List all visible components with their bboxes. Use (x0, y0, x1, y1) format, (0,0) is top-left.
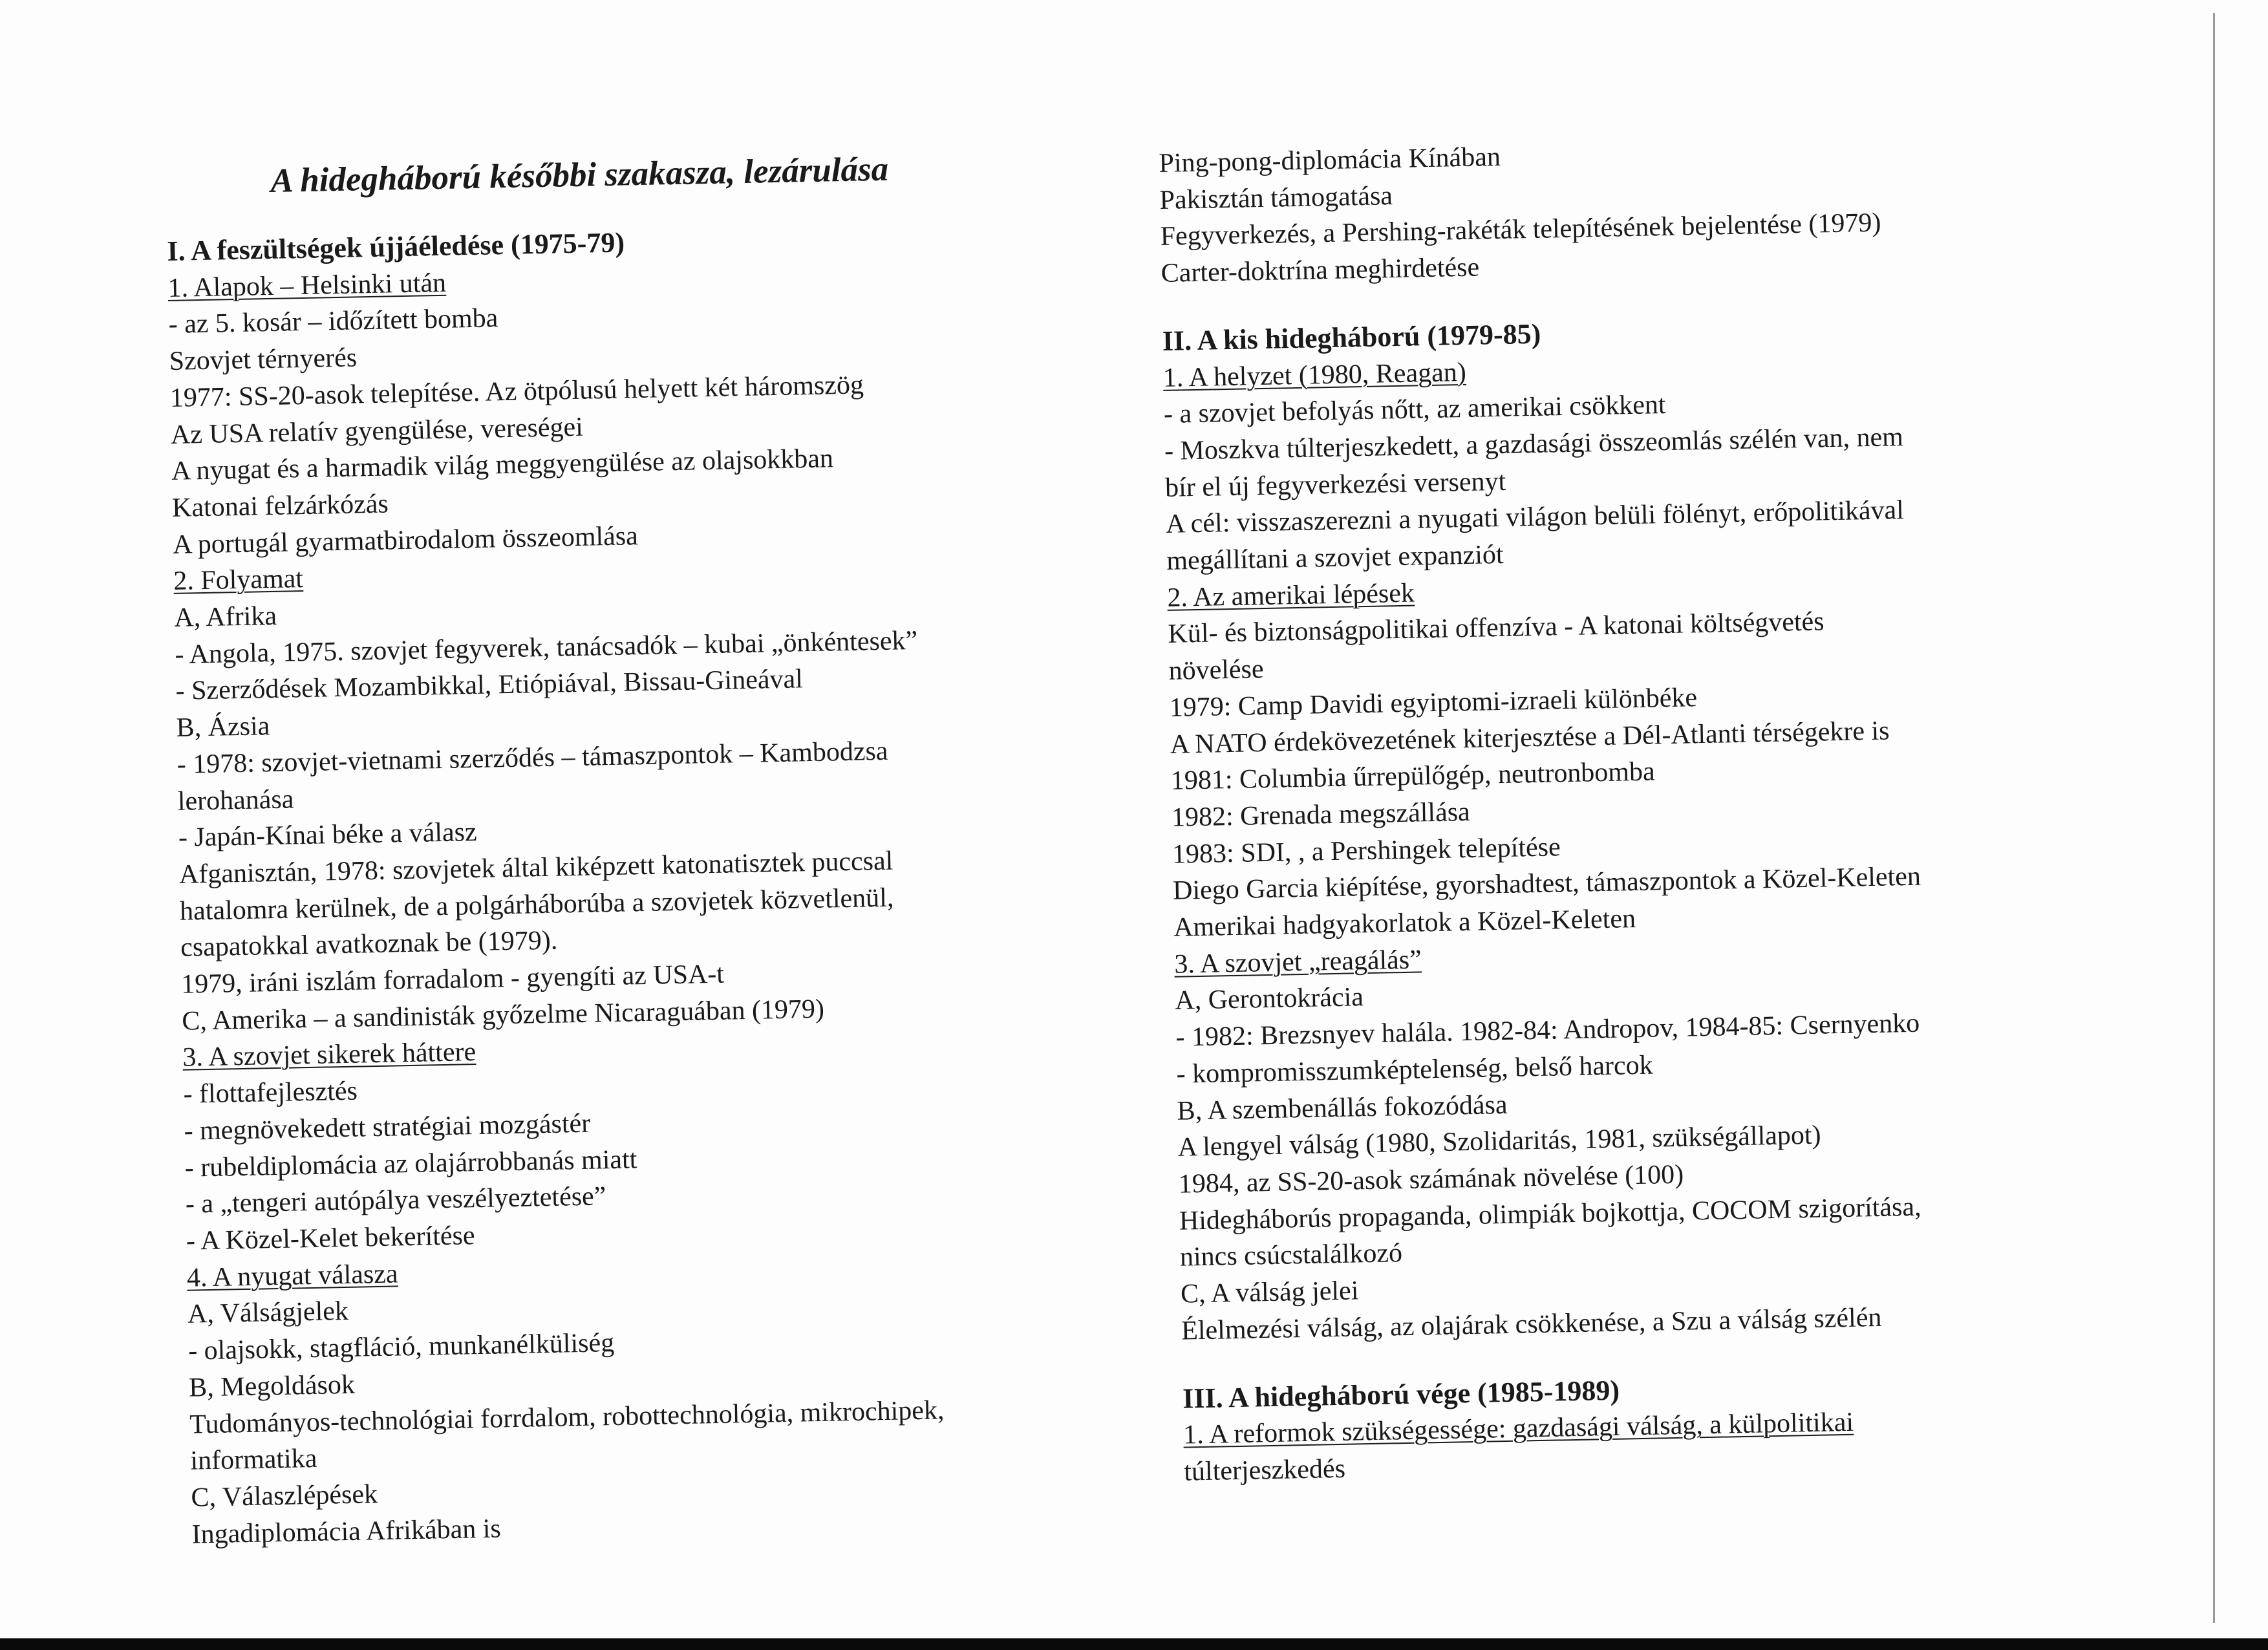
text-line: növelése (1168, 654, 1264, 686)
text-line: 1979, iráni iszlám forradalom - gyengíti az USA-t (180, 959, 725, 1000)
section-heading: I. A feszültségek újjáéledése (1975-79) (167, 226, 625, 267)
text-line: Ping-pong-diplomácia Kínában (1159, 142, 1501, 178)
text-line: - olajsokk, stagfláció, munkanélküliség (187, 1328, 615, 1366)
subheading: 4. A nyugat válasza (186, 1259, 398, 1293)
text-line: A, Afrika (173, 601, 277, 633)
text-line: A portugál gyarmatbirodalom összeomlása (172, 520, 639, 560)
text-line: C, A válság jelei (1180, 1276, 1359, 1309)
text-line: 1981: Columbia űrrepülőgép, neutronbomba (1170, 756, 1656, 797)
document-title: A hidegháború későbbi szakasza, lezárulása (270, 150, 889, 200)
subheading: 1. Alapok – Helsinki után (167, 268, 447, 303)
text-line: - kompromisszumképtelenség, belső harcok (1176, 1050, 1654, 1089)
text-line: Carter-doktrína meghirdetése (1161, 252, 1480, 289)
text-line: bír el új fegyverkezési versenyt (1164, 466, 1506, 503)
text-line: Pakisztán támogatása (1159, 180, 1393, 215)
text-line: 1982: Grenada megszállása (1171, 797, 1471, 833)
text-line: C, Amerika – a sandinisták győzelme Nicaraguában (1979) (181, 994, 825, 1036)
text-line: C, Válaszlépések (191, 1479, 378, 1513)
text-line: Hidegháborús propaganda, olimpiák bojkottja, COCOM szigorítása, (1179, 1192, 1921, 1236)
text-line: Diego Garcia kiépítése, gyorshadtest, támaszpontok a Közel-Keleten (1172, 861, 1921, 906)
text-line: megállítani a szovjet expanziót (1166, 539, 1504, 576)
text-line: - 1982: Brezsnyev halála. 1982-84: Andropov, 1984-85: Csernyenko (1175, 1008, 1920, 1053)
scan-edge-bottom (0, 1638, 2268, 1650)
subheading: 3. A szovjet sikerek háttere (182, 1037, 476, 1073)
text-line: nincs csúcstalálkozó (1179, 1238, 1403, 1273)
text-line: 1979: Camp Davidi egyiptomi-izraeli különbéke (1169, 683, 1698, 723)
text-line: hatalomra kerülnek, de a polgárháborúba a szovjetek közvetlenül, (179, 883, 894, 927)
text-line: - flottafejlesztés (183, 1076, 358, 1109)
text-line: A nyugat és a harmadik világ meggyengülése az olajsokkban (171, 444, 834, 487)
text-line: Ingadiplomácia Afrikában is (191, 1514, 502, 1550)
text-line: A, Gerontokrácia (1174, 982, 1364, 1016)
left-column (167, 215, 1136, 1553)
text-line: túlterjeszkedés (1183, 1453, 1346, 1487)
text-line: informatika (190, 1444, 317, 1476)
text-line: Szovjet térnyerés (169, 343, 358, 377)
text-line: A lengyel válság (1980, Szolidaritás, 1981, szükségállapot) (1177, 1120, 1821, 1162)
subheading: 1. A helyzet (1980, Reagan) (1162, 357, 1467, 393)
text-line: - A Közel-Kelet bekerítése (186, 1221, 475, 1256)
text-line: B, Megoldások (188, 1369, 356, 1403)
text-line: - rubeldiplomácia az olajárrobbanás miatt (184, 1144, 637, 1183)
text-line: 1977: SS-20-asok telepítése. Az ötpólusú helyett két háromszög (169, 370, 864, 413)
subheading: 3. A szovjet „reagálás” (1173, 945, 1422, 980)
section-heading: III. A hidegháború vége (1985-1989) (1182, 1374, 1620, 1415)
text-line: B, Ázsia (176, 711, 270, 743)
text-line: - a szovjet befolyás nőtt, az amerikai csökkent (1163, 390, 1667, 430)
text-line: Élelmezési válság, az olajárak csökkenése, a Szu a válság szélén (1181, 1302, 1882, 1346)
text-line: A cél: visszaszerezni a nyugati világon belüli fölényt, erőpolitikával (1165, 495, 1905, 540)
text-line: A, Válságjelek (187, 1296, 349, 1330)
right-column (1159, 127, 2135, 1490)
subheading: 2. Az amerikai lépések (1166, 578, 1415, 613)
text-line: Az USA relatív gyengülése, vereségei (170, 412, 584, 450)
text-line: Katonai felzárkózás (171, 489, 389, 523)
text-line: - a „tengeri autópálya veszélyeztetése” (185, 1181, 606, 1220)
text-line: Afganisztán, 1978: szovjetek által kiképzett katonatisztek puccsal (178, 846, 893, 890)
text-line: lerohanása (177, 784, 294, 817)
text-line: - Moszkva túlterjeszkedett, a gazdasági összeomlás szélén van, nem (1164, 422, 1904, 466)
scan-edge-right (2213, 13, 2215, 1623)
text-line: Fegyverkezés, a Pershing-rakéták telepítésének bejelentése (1979) (1160, 208, 1881, 252)
text-line: csapatokkal avatkoznak be (1979). (180, 925, 558, 963)
text-line: 1983: SDI, , a Pershingek telepítése (1171, 831, 1561, 870)
text-line: - Szerződések Mozambikkal, Etiópiával, Bissau-Gineával (175, 664, 804, 707)
text-line: - 1978: szovjet-vietnami szerződés – támaszpontok – Kambodzsa (177, 736, 888, 780)
section-heading: II. A kis hidegháború (1979-85) (1162, 317, 1541, 357)
text-line: - megnövekedett stratégiai mozgástér (184, 1108, 591, 1146)
text-line: Tudományos-technológiai forrdalom, robottechnológia, mikrochipek, (189, 1395, 945, 1440)
text-line: 1984, az SS-20-asok számának növelése (100) (1178, 1159, 1684, 1199)
subheading: 1. A reformok szükségessége: gazdasági válság, a külpolitikai (1182, 1407, 1854, 1450)
text-line: Amerikai hadgyakorlatok a Közel-Keleten (1173, 904, 1636, 943)
text-line: A NATO érdekövezetének kiterjesztése a Dél-Atlanti térségekre is (1170, 716, 1890, 760)
text-line: Kül- és biztonságpolitikai offenzíva - A katonai költségvetés (1168, 606, 1824, 650)
text-line: - Japán-Kínai béke a válasz (178, 817, 478, 853)
subheading: 2. Folyamat (173, 564, 304, 597)
text-line: - Angola, 1975. szovjet fegyverek, tanácsadók – kubai „önkéntesek” (175, 625, 918, 670)
text-line: B, A szembenállás fokozódása (1177, 1089, 1508, 1126)
text-line: - az 5. kosár – időzített bomba (168, 303, 498, 340)
